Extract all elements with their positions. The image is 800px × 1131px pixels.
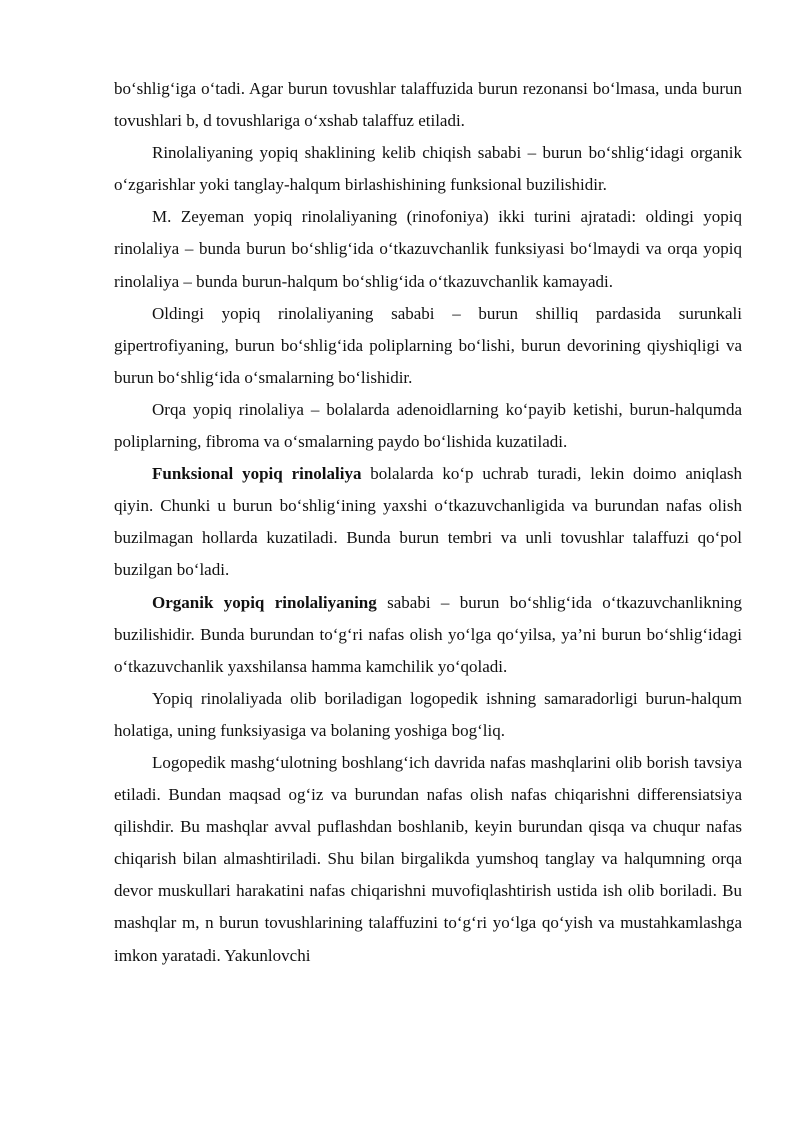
document-page xyxy=(114,73,742,972)
paragraph-text: bo‘shlig‘iga o‘tadi. Agar burun tovushlar talaffuzida burun rezonansi bo‘lmasa, unda burun tovushlari b, d tovushlariga o‘xshab talaffuz etiladi. xyxy=(114,79,742,131)
paragraph-5 xyxy=(114,394,742,458)
paragraph-text: Logopedik mashg‘ulotning boshlang‘ich davrida nafas mashqlarini olib borish tavsiya etiladi. Bundan maqsad og‘iz va burundan nafas olish nafas chiqarishni differensiatsiya qilishdir. Bu mashqlar avval puflashdan boshlanib, keyin burundan qisqa va chuqur nafas chiqarish bilan almashtiriladi. Shu bilan birgalikda yumshoq tanglay va halqumning orqa devor muskullari harakatini nafas chiqarishni muvofiqlashtirish ustida ish olib boriladi. Bu mashqlar m, n burun tovushlarining talaffuzini to‘g‘ri yo‘lga qo‘yish va mustahkamlashga imkon yaratadi. Yakunlovchi xyxy=(114,752,742,965)
paragraph-text: sababi – burun bo‘shlig‘ida o‘tkazuvchanlikning buzilishidir. Bunda burundan to‘g‘ri nafas olish yo‘lga qo‘yilsa, ya’ni burun bo‘shlig‘idagi o‘tkazuvchanlik yaxshilansa hamma kamchilik yo‘qoladi. xyxy=(114,592,742,676)
paragraph-text: bolalarda ko‘p uchrab turadi, lekin doimo aniqlash qiyin. Chunki u burun bo‘shlig‘ining yaxshi o‘tkazuvchanligida va burundan nafas olish buzilmagan hollarda kuzatiladi. Bunda burun tembri va unli tovushlar talaffuzi qo‘pol buzilgan bo‘ladi. xyxy=(114,464,742,580)
paragraph-9 xyxy=(114,747,742,972)
paragraph-1 xyxy=(114,73,742,137)
paragraph-bold-lead: Funksional yopiq rinolaliya xyxy=(152,464,362,484)
paragraph-3 xyxy=(114,201,742,297)
paragraph-text: Yopiq rinolaliyada olib boriladigan logopedik ishning samaradorligi burun-halqum holatiga, uning funksiyasiga va bolaning yoshiga bog‘liq. xyxy=(114,688,742,740)
paragraph-8 xyxy=(114,683,742,747)
paragraph-text: Rinolaliyaning yopiq shaklining kelib chiqish sababi – burun bo‘shlig‘idagi organik o‘zgarishlar yoki tanglay-halqum birlashishining funksional buzilishidir. xyxy=(114,143,742,195)
paragraph-4 xyxy=(114,298,742,394)
paragraph-text: Orqa yopiq rinolaliya – bolalarda adenoidlarning ko‘payib ketishi, burun-halqumda poliplarning, fibroma va o‘smalarning paydo bo‘lishida kuzatiladi. xyxy=(114,399,742,452)
paragraph-text: M. Zeyeman yopiq rinolaliyaning (rinofoniya) ikki turini ajratadi: oldingi yopiq rinolaliya – bunda burun bo‘shlig‘ida o‘tkazuvchanlik funksiyasi bo‘lmaydi va orqa yopiq rinolaliya – bunda burun-halqum bo‘shlig‘ida o‘tkazuvchanlik kamayadi. xyxy=(114,207,742,291)
paragraph-7 xyxy=(114,587,742,683)
paragraph-text: Oldingi yopiq rinolaliyaning sababi – burun shilliq pardasida surunkali gipertrofiyaning, burun bo‘shlig‘ida poliplarning bo‘lishi, burun devorining qiyshiqligi va burun bo‘shlig‘ida o‘smalarning bo‘lishidir. xyxy=(114,303,742,387)
paragraph-2 xyxy=(114,137,742,201)
paragraph-6 xyxy=(114,458,742,586)
paragraph-bold-lead: Organik yopiq rinolaliyaning xyxy=(152,592,377,612)
